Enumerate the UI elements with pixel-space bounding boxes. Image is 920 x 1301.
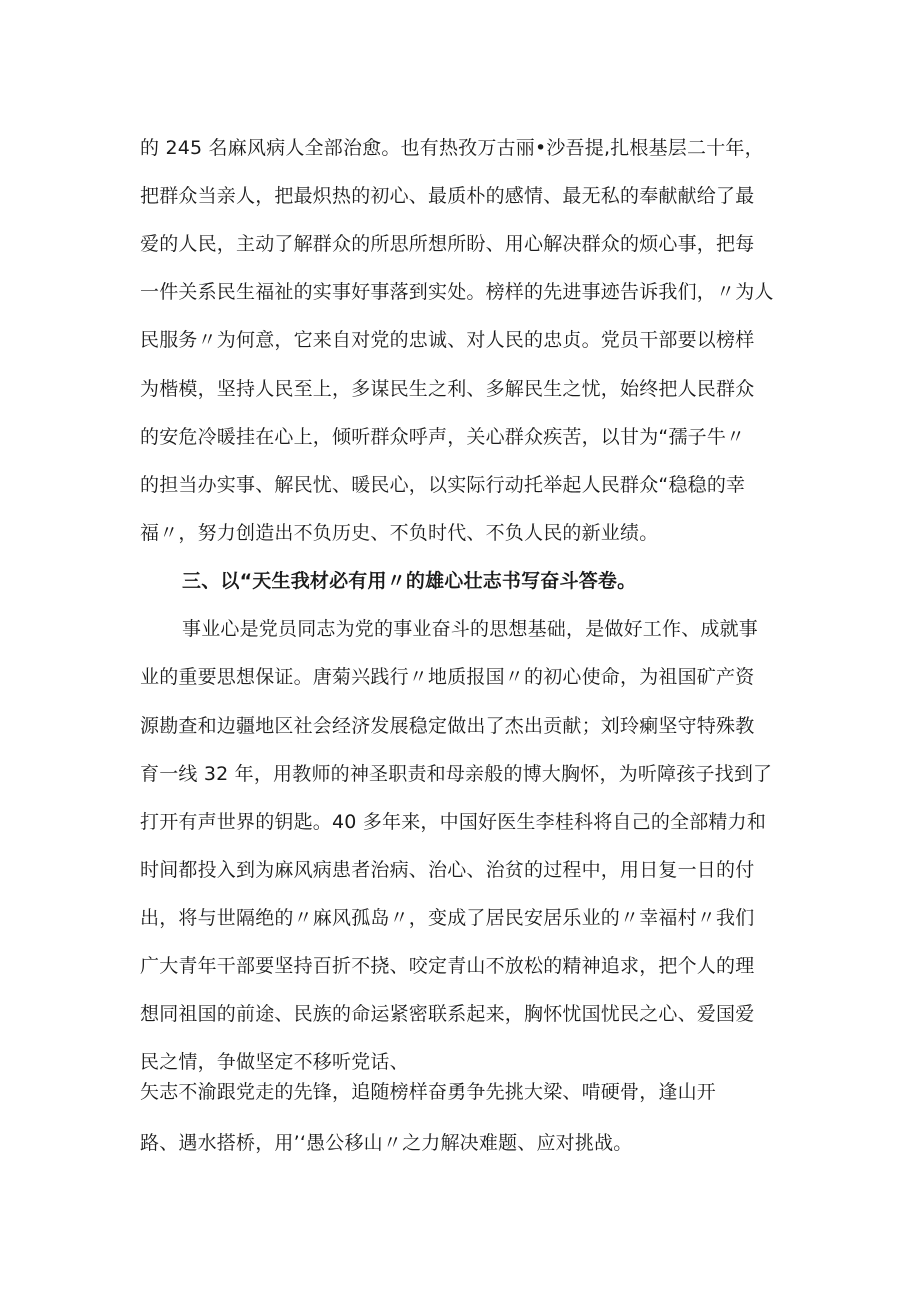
section-heading: 三、以“天生我材必有用〃的雄心壮志书写奋斗答卷。 (182, 570, 637, 592)
text-line: 广大青年干部要坚持百折不挠、咬定青山不放松的精神追求，把个人的理 (140, 955, 755, 977)
text-line: 爱的人民，主动了解群众的所思所想所盼、用心解决群众的烦心事，把每 (140, 233, 755, 255)
text-line: 民服务〃为何意，它来自对党的忠诚、对人民的忠贞。党员干部要以榜样 (140, 329, 755, 351)
text-line: 源勘查和边疆地区社会经济发展稳定做出了杰出贡献；刘玲瘌坚守特殊教 (140, 715, 755, 737)
paragraph-first-line: 事业心是党员同志为党的事业奋斗的思想基础，是做好工作、成就事 (182, 618, 759, 640)
text-line: 打开有声世界的钥匙。40 多年来，中国好医生李桂科将自己的全部精力和 (140, 811, 767, 833)
text-line: 把群众当亲人，把最炽热的初心、最质朴的感情、最无私的奉献献给了最 (140, 185, 755, 207)
text-line: 一件关系民生福祉的实事好事落到实处。榜样的先进事迹告诉我们，〃为人 (140, 281, 774, 303)
text-line: 福〃，努力创造出不负历史、不负时代、不负人民的新业绩。 (140, 522, 659, 544)
text-line: 的 245 名麻风病人全部治愈。也有热孜万古丽•沙吾提,扎根基层二十年， (140, 137, 764, 159)
text-line: 想同祖国的前途、民族的命运紧密联系起来，胸怀忧国忧民之心、爱国爱 (140, 1003, 755, 1025)
text-line: 路、遇水搭桥，用’‘愚公移山〃之力解决难题、应对挑战。 (140, 1132, 633, 1154)
text-line: 育一线 32 年，用教师的神圣职责和母亲般的博大胸怀，为听障孩子找到了 (140, 763, 773, 785)
text-line: 的担当办实事、解民忧、暖民心，以实际行动托举起人民群众“稳稳的幸 (140, 474, 746, 496)
text-line: 时间都投入到为麻风病患者治病、治心、治贫的过程中，用日复一日的付 (140, 859, 755, 881)
text-line: 为楷模，坚持人民至上，多谋民生之利、多解民生之忧，始终把人民群众 (140, 378, 755, 400)
text-line: 出，将与世隔绝的〃麻风孤岛〃，变成了居民安居乐业的〃幸福村〃我们 (140, 907, 755, 929)
text-line: 民之情，争做坚定不移听党话、 (140, 1051, 409, 1073)
text-line: 的安危冷暖挂在心上，倾听群众呼声，关心群众疾苦，以甘为“孺子牛〃 (140, 426, 746, 448)
text-line: 矢志不渝跟党走的先锋，追随榜样奋勇争先挑大梁、啃硬骨，逢山开 (140, 1081, 717, 1103)
text-line: 业的重要思想保证。唐菊兴践行〃地质报国〃的初心使命，为祖国矿产资 (140, 666, 755, 688)
